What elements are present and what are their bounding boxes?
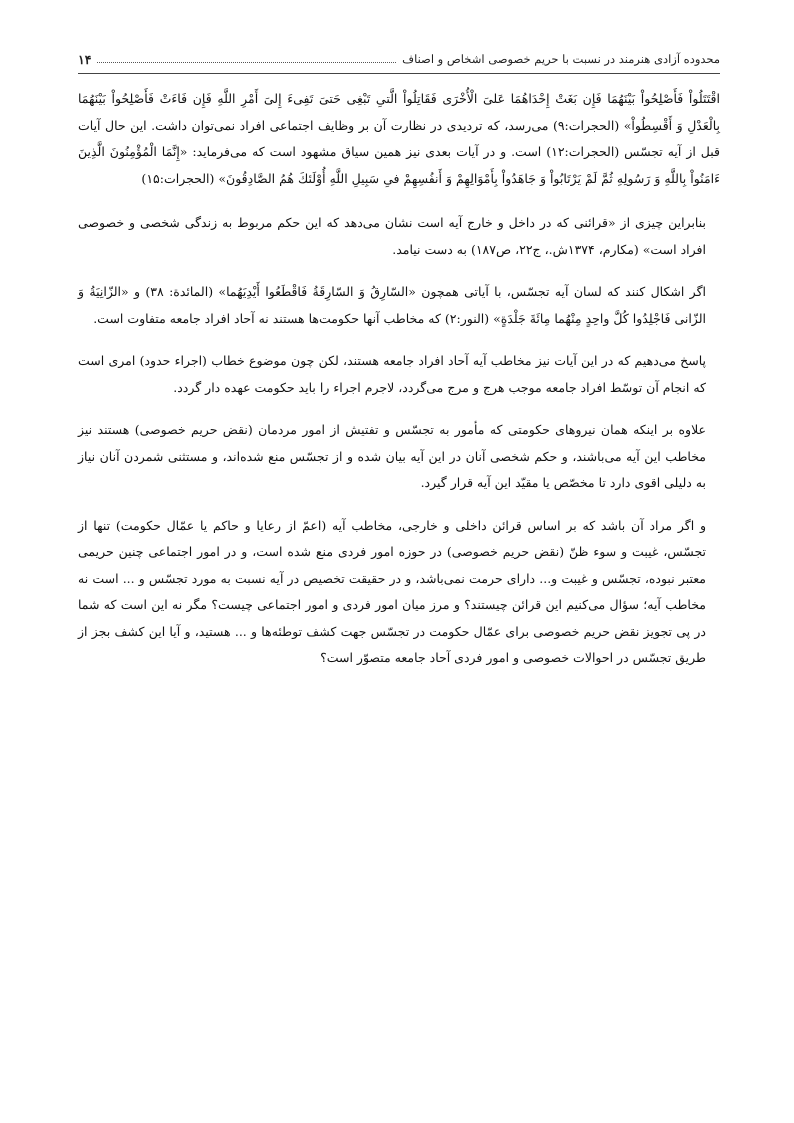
header-rule (78, 73, 720, 74)
paragraph-conclusion: بنابراین چیزی از «قرائنی که در داخل و خارج آیه است نشان می‌دهد که این حکم مربوط به زندگی شخصی و خصوصی افراد است» (مکارم، ۱۳۷۴ش.، ج۲۲، ص۱۸۷) به دست نیامد. (78, 215, 706, 257)
paragraph-response: پاسخ می‌دهیم که در این آیات نیز مخاطب آیه آحاد افراد جامعه هستند، لکن چون موضوع خطاب (اجراء حدود) امری است که انجام آن توسّط افراد جامعه موجب هرج و مرج می‌گردد، لاجرم اجراء را باید حکومت عهده دار گردد. (78, 353, 706, 395)
paragraph-addition: علاوه بر اینکه همان نیروهای حکومتی که مأمور به تجسّس و تفتیش از امور مردمان (نقض حریم خصوصی) هستند نیز مخاطب این آیه می‌باشند، و حکم شخصی آنان در این آیه بیان شده و از تجسّس منع شده‌اند، و مستثنی شمردن آنان نیاز به دلیلی اقوی دارد تا مخصّص یا مقیّد این آیه قرار گیرد. (78, 422, 706, 490)
body-text (78, 86, 720, 688)
page-number: ۱۴ (78, 51, 92, 67)
paragraph-objection: اگر اشکال کنند که لسان آیه تجسّس، با آیاتی همچون «السّارِقُ وَ السّارِقَةُ فَاقْطَعُوا أَيْدِيَهُما» (المائدة: ۳۸) و «الزّانِيَةُ وَ الزّانی فَاجْلِدُوا كُلَّ واحِدٍ مِنْهُما مِائَةَ جَلْدَةٍ» (النور:۲) که مخاطب آنها حکومت‌ها هستند نه آحاد افراد جامعه متفاوت است. (78, 284, 706, 326)
running-title: محدوده آزادی هنرمند در نسبت با حریم خصوصی اشخاص و اصناف (402, 52, 720, 66)
paragraph-question: و اگر مراد آن باشد که بر اساس قرائن داخلی و خارجی، مخاطب آیه (اعمّ از رعایا و حاکم یا عمّال حکومت) تنها از تجسّس، غیبت و سوء ظنّ (نقض حریم خصوصی) در حوزه امور فردی منع شده است، و در امور اجتماعی چنین حریمی معتبر نبوده، تجسّس و غیبت و... دارای حرمت نمی‌باشد، و در حقیقت تخصیص در آیه نسبت به مورد تجسّس و ... است نه مخاطب آیه؛ سؤال می‌کنیم این قرائن چیستند؟ و مرز میان امور فردی و امور اجتماعی چیست؟ مگر نه این است که شما در پی تجویز نقض حریم خصوصی برای عمّال حکومت در تجسّس جهت کشف توطئه‌ها و ... هستید، و آیا این کشف بجز از طریق تجسّس در احوالات خصوصی و امور فردی آحاد جامعه متصوّر است؟ (78, 517, 706, 665)
page-header (78, 48, 720, 70)
paragraph-quran-hujurat: اقْتَتَلُواْ فَأَصْلِحُواْ بَيْنَهُمَا فَإِن بَغَتْ إِحْدَاهُمَا عَلىَ الْأُخْرَى فَقَاتِلُواْ الَّتىِ تَبْغِى حَتىَ‏ تَفِى‏ءَ إِلىَ أَمْرِ اللَّهِ فَإِن فَاءَتْ فَأَصْلِحُواْ بَيْنَهُمَا بِالْعَدْلِ وَ أَقْسِطُواْ» (الحجرات:۹) می‌رسد، که تردیدی در نظارت آن بر وظایف اجتماعی افراد نمی‌توان داشت. این حال آیات قبل از آیه تجسّس (الحجرات:۱۲) است. و در آیات بعدی نیز همین سیاق مشهود است که می‌فرماید: «إِنَّمَا الْمُؤْمِنُونَ الَّذِينَ ءَامَنُواْ بِاللَّهِ وَ رَسُولِهِ ثُمَّ لَمْ يَرْتَابُواْ وَ جَاهَدُواْ بِأَمْوَالِهِمْ وَ أَنفُسِهِمْ فىِ سَبِيلِ اللَّهِ أُوْلَئكَ هُمُ الصَّادِقُونَ» (الحجرات:۱۵) (78, 91, 720, 186)
header-leader-dots (97, 62, 396, 63)
